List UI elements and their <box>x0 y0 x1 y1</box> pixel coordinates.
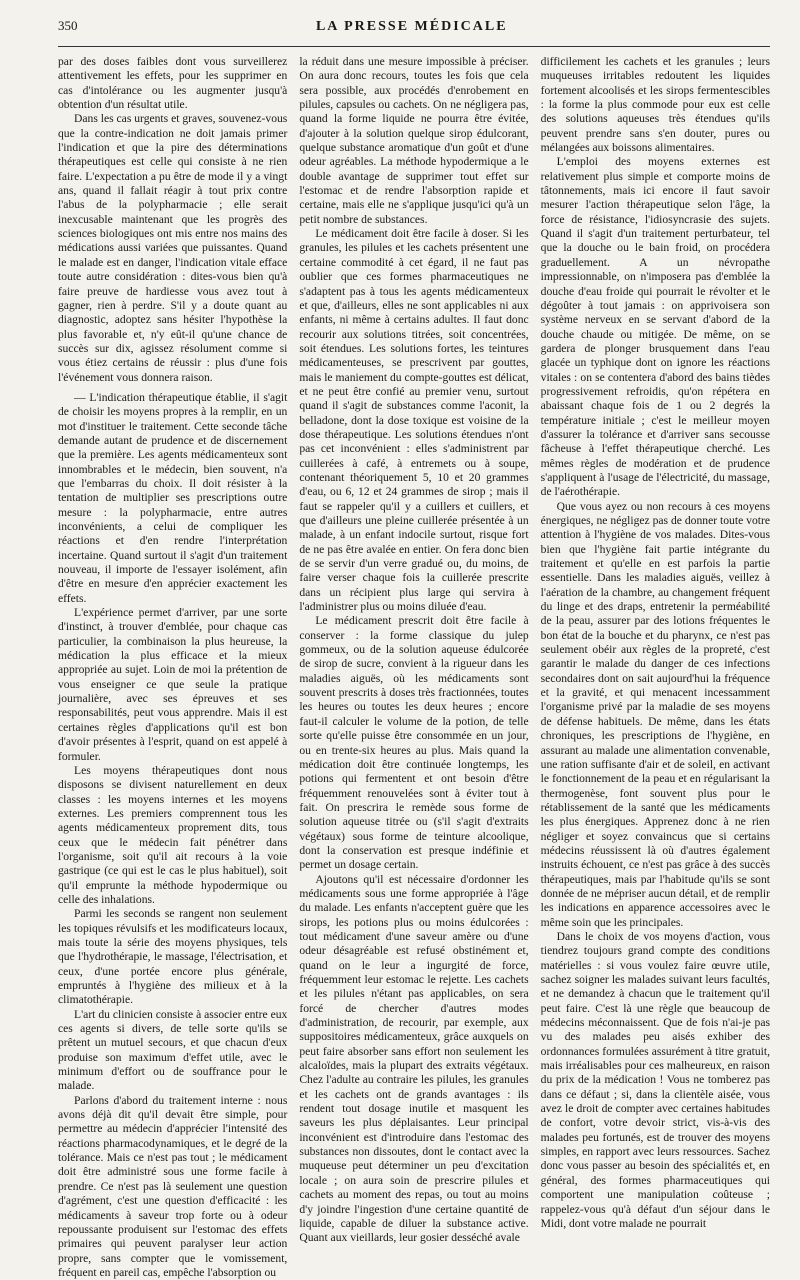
column-2 <box>299 55 528 1280</box>
paragraph: Le médicament prescrit doit être facile à conserver : la forme classique du julep gommeux, ou de la solution aqueuse édulcorée de sirop de sucre, convient à la rigueur dans les maladies aiguës, où les médicaments sont souvent prescrits à doses très fractionnées, toutes les heures ou toutes les deux heures ; encore faut-il calculer le volume de la potion, de telle sorte qu'elle puisse être consommée en un jour, ou en trente-six heures au plus. Mais quand la médication doit être continuée longtemps, les potions qui fermentent et ont besoin d'être fréquemment renouvelées sont à éviter tout à fait. On prescrira le remède sous forme de solution aqueuse titrée ou (s'il s'agit d'extraits végétaux) sous forme de teinture alcoolique, dont la conservation est presque indéfinie et permet un dosage certain. <box>299 614 529 872</box>
paragraph: Dans le choix de vos moyens d'action, vous tiendrez toujours grand compte des conditions matérielles : si vous voulez faire œuvre utile, sachez soigner les malades suivant leurs facultés, et ne demandez à chacun que le traitement qu'il peut faire. C'est là une règle que beaucoup de médecins méconnaissent. Que de fois n'ai-je pas vu des malades peu aisés exhiber des ordonnances formulées assurément à titre gratuit, mais irréalisables pour ces malheureux, en raison du prix de la médication ! Vous ne tomberez pas dans ce défaut ; si, dans la clientèle aisée, vous avez le droit de compter avec certaines habitudes de confort, votre devoir strict, vis-à-vis des malades peu fortunés, est de trouver des moyens simples, en rapport avec leurs ressources. Sachez donc vous passer au besoin des spécialités et, en général, des formes pharmaceutiques qui comportent une manipulation coûteuse ; rappelez-vous qu'à défaut d'un séjour dans le Midi, dont votre malade ne pourrait <box>540 929 770 1230</box>
paragraph: Que vous ayez ou non recours à ces moyens énergiques, ne négligez pas de donner toute votre attention à l'hygiène de vos malades. Dites-vous bien que l'hygiène fait partie intégrante du traitement et qu'elle en est parfois la partie essentielle. Dans les maladies aiguës, veillez à l'aération de la chambre, au changement fréquent du linge et des draps, entretenir la perméabilité de la peau, assurer par des lotions fréquentes le bon état de la bouche et du pharynx, ce n'est pas seulement obéir aux règles de la propreté, c'est garantir le malade du danger de ces infections secondaires dont on sait aujourd'hui la fréquence et la gravité, et qui menacent incessamment l'organisme privé par la maladie de ses moyens de défense habituels. De même, dans les états chroniques, les prescriptions de l'hygiène, en assurant au malade une alimentation convenable, une ration suffisante d'air et de soleil, en activant le fonctionnement de la peau et en régularisant la thermogenèse, font souvent plus pour le rétablissement de la santé que les médicaments les plus énergiques. Apprenez donc à ne rien négliger et soyez convaincus que si certains médecins réussissent là où d'autres également instruits échouent, ce n'est pas grâce à des succès thérapeutiques, mais par l'habitude qu'ils se sont donnée de ne mépriser aucun détail, et de remplir les indications en apparence accessoires avec le même soin que les principales. <box>540 499 770 929</box>
paragraph: Les moyens thérapeutiques dont nous disposons se divisent naturellement en deux classes : les moyens internes et les moyens externes. Les premiers comprennent tous les agents médicamenteux proprement dits, tous ceux que le médecin fait pénétrer dans l'organisme, soit qu'il ait recours à la voie gastrique (ce qui est le cas le plus habituel), soit qu'il emprunte la méthode hypodermique ou celle des inhalations. <box>58 763 288 906</box>
paragraph: Ajoutons qu'il est nécessaire d'ordonner les médicaments sous une forme appropriée à l'âge du malade. Les enfants n'acceptent guère que les sirops, les potions plus ou moins édulcorées : tout médicament d'une saveur amère ou d'une odeur désagréable est refusé obstinément et, quand on le leur a ingurgité de force, fréquemment leur estomac le rejette. Les cachets et les pilules n'étant pas applicables, on sera forcé de chercher d'autres modes d'administration, de recourir, par exemple, aux suppositoires médicamenteux, grâce auxquels on peut faire absorber sans effort non seulement les alcaloïdes, mais la plupart des extraits végétaux. Chez l'adulte au contraire les pilules, les granules et les cachets ont de grands avantages : ils rendent tout dosage inutile et masquent les saveurs les plus déplaisantes. Leur principal inconvénient est d'introduire dans l'estomac des substances non dissoutes, dont le contact avec la muqueuse peut déterminer un peu d'excitation locale ; on aura soin de prescrire pilules et cachets au moment des repas, ou tout au moins d'y joindre l'ingestion d'une certaine quantité de liquide, capable de diluer la substance active. Quant aux vieillards, leur gosier desséché avale <box>299 872 529 1245</box>
paragraph: L'art du clinicien consiste à associer entre eux ces agents si divers, de telle sorte qu'ils se prêtent un mutuel secours, et que chacun d'eux produise son maximum d'effet utile, avec le minimum d'effort ou de souffrance pour le malade. <box>58 1007 288 1093</box>
column-1 <box>58 55 287 1280</box>
paragraph: Le médicament doit être facile à doser. Si les granules, les pilules et les cachets présentent une certaine commodité à cet égard, il ne faut pas oublier que ces formes pharmaceutiques ne s'adaptent pas à tous les agents médicamenteux et que, d'ailleurs, elles ne sont applicables ni aux enfants, ni même à certains adultes. Il faut donc recourir aux solutions titrées, soit concentrées, soit étendues. Les solutions fortes, les teintures médicamenteuses, se prescrivent par gouttes, mais le maniement du compte-gouttes est délicat, et ne peut être confié au premier venu, surtout quand il s'agit de substances comme l'aconit, la belladone, dont la dose toxique est voisine de la dose thérapeutique. Les solutions étendues n'ont pas cet inconvénient : elles s'administrent par cuillerées à café, à entremets ou à soupe, contenant théoriquement 5, 10 et 20 grammes d'eau, ou 6, 12 et 24 grammes de sirop ; mais il faut se rappeler qu'il y a cuillers et cuillers, et que d'ailleurs une pleine cuillerée présentée à un malade, à un enfant indocile surtout, risque fort de ne pas être avalée en entier. On fera donc bien de se servir d'un verre gradué ou, du moins, de faire verser chaque fois la cuillerée prescrite dans un récipient plus large qui servira à l'administrer plus ou moins diluée d'eau. <box>299 227 529 614</box>
page-number: 350 <box>58 18 78 33</box>
paragraph: difficilement les cachets et les granules ; leurs muqueuses irritables redoutent les liquides fortement alcoolisés et les sirops fermentescibles : la forme la plus commode pour eux est celle des solutions aqueuses très étendues qu'ils peuvent prendre sans s'en douter, pures ou mélangées aux boissons alimentaires. <box>540 55 770 155</box>
paragraph: L'expérience permet d'arriver, par une sorte d'instinct, à trouver d'emblée, pour chaque cas particulier, la combinaison la plus heureuse, la médication la plus efficace et la mieux appropriée au sujet. Loin de moi la prétention de vous enseigner ce que seule la pratique journalière, avec ses épreuves et ses responsabilités, peut vous apprendre. Mais il est certaines règles d'applications qu'il est bon d'avoir présentes à l'esprit, quand on est appelé à formuler. <box>58 606 288 763</box>
paragraph: L'emploi des moyens externes est relativement plus simple et comporte moins de tâtonnements, mais ici encore il faut savoir mesurer l'action thérapeutique selon l'âge, la force de résistance, l'idiosyncrasie des sujets. Quand il s'agit d'un traitement perturbateur, tel que la douche ou le bain froid, on procédera graduellement. A un névropathe impressionnable, on n'imposera pas d'emblée la douche d'eau froide qui pourrait le révolter et le dégoûter à tout jamais : on apprivoisera son système nerveux en se servant d'abord de la douche chaude ou mitigée. De même, on se gardera de plonger brusquement dans l'eau glacée un typhique dont on ignore les réactions vitales : on se contentera d'abord des bains tièdes progressivement refroidis, qu'on répétera en abaissant chaque fois de 1 ou 2 degrés la température initiale ; c'est le meilleur moyen d'assurer la tolérance et d'arriver sans secousse fâcheuse à l'effet thérapeutique cherché. Les mêmes règles de modération et de prudence s'appliquent à l'usage de l'électricité, du massage, de l'aérothérapie. <box>540 155 770 499</box>
paragraph: Parmi les seconds se rangent non seulement les topiques révulsifs et les modificateurs locaux, mais toute la série des moyens physiques, tels que l'hydrothérapie, le massage, l'électrisation, et ceux, d'une portée encore plus générale, empruntés à l'hygiène des milieux et à la climatothérapie. <box>58 907 288 1007</box>
paragraph: — L'indication thérapeutique établie, il s'agit de choisir les moyens propres à la remplir, en un mot d'instituer le traitement. Cette seconde tâche demande autant de prudence et de discernement que la première. Les agents médicamenteux sont innombrables et le médecin, bien souvent, n'a que l'embarras du choix. Il doit résister à la tentation de multiplier ses prescriptions outre mesure : la polypharmacie, entre autres inconvénients, a celui de compliquer les réactions et d'en rendre l'interprétation incertaine. Quand surtout il s'agit d'un traitement nouveau, il importe de l'essayer isolément, afin d'être en mesure d'en apprécier exactement les effets. <box>58 390 288 605</box>
page-header <box>58 18 770 44</box>
text-columns <box>58 55 770 1280</box>
header-rule <box>58 46 770 47</box>
paragraph: par des doses faibles dont vous surveillerez attentivement les effets, pour les supprimer en cas d'intolérance ou les augmenter jusqu'à obtention d'un résultat utile. <box>58 55 288 112</box>
journal-title: LA PRESSE MÉDICALE <box>315 19 508 34</box>
paragraph: Dans les cas urgents et graves, souvenez-vous que la contre-indication ne doit jamais primer l'indication et que la pire des déterminations thérapeutiques est celle qui consiste à ne rien faire. L'expectation a pu être de mode il y a vingt ans, quand il fallait réagir à tout prix contre l'abus de la polypharmacie ; elle serait inexcusable maintenant que les progrès des sciences biologiques ont mis entre nos mains des médications aussi variées que puissantes. Quand le malade est en danger, l'indication vitale efface toute autre considération : dites-vous bien qu'à faire preuve de hardiesse vous avez tout à gagner, rien à perdre. S'il y a doute quant au diagnostic, adoptez sans hésiter l'hypothèse la plus favorable et, n'y eût-il qu'une chance de succès sur dix, agissez résolument comme si vous étiez certains de réussir : plus d'une fois l'événement vous donnera raison. <box>58 112 288 384</box>
paragraph: la réduit dans une mesure impossible à préciser. On aura donc recours, toutes les fois que cela sera possible, aux procédés d'enrobement en pilules, capsules ou cachets. On ne négligera pas, quand la forme liquide ne pourra être évitée, d'ajouter à la solution quelque sirop édulcorant, quelque substance aromatique d'un goût et d'une odeur agréables. La méthode hypodermique a le double avantage de supprimer tout effet sur l'estomac et de rendre l'absorption rapide et certaine, mais elle ne s'applique jusqu'ici qu'à un petit nombre de substances. <box>299 55 529 226</box>
paragraph: Parlons d'abord du traitement interne : nous avons déjà dit qu'il devait être simple, pour permettre au médecin d'apprécier l'intensité des réactions pharmacodynamiques, et le degré de la tolérance. Mais ce n'est pas tout ; le médicament doit être administré sous une forme facile à prendre. Ce n'est pas là seulement une question d'agrément, c'est une question d'efficacité : les médicaments à saveur trop forte ou à odeur repoussante produisent sur l'estomac des effets primaires qui peuvent paralyser leur action propre, sans compter que le vomissement, fréquent en pareil cas, empêche l'absorption ou <box>58 1093 288 1279</box>
column-3 <box>541 55 770 1280</box>
